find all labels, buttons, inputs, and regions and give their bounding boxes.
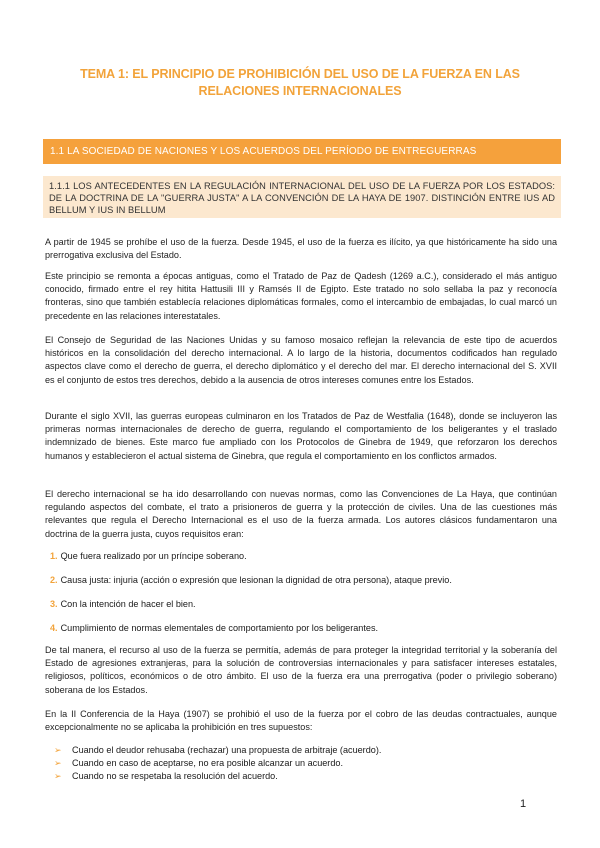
list-item xyxy=(50,574,452,586)
list-item-text: Cuando el deudor rehusaba (rechazar) una propuesta de arbitraje (acuerdo). xyxy=(72,745,382,755)
paragraph-3: El Consejo de Seguridad de las Naciones Unidas y su famoso mosaico reflejan la relevancia de este tipo de acuerdos históricos en la consolidación del derecho internacional. A lo largo de la historia, documentos codificados han regulado aspectos clave como el derecho de guerra, el derecho diplomático y el derecho del mar. El derecho internacional del S. XVII es el conjunto de estos tres derechos, debido a la ausencia de otros intereses comunes entre los Estados. xyxy=(45,335,557,385)
list-item-text: Cuando no se respetaba la resolución del acuerdo. xyxy=(72,771,278,781)
list-item xyxy=(54,744,381,756)
list-item-number: 2. xyxy=(50,575,58,585)
list-item-number: 4. xyxy=(50,623,58,633)
list-item-text: Con la intención de hacer el bien. xyxy=(60,599,196,609)
page-number: 1 xyxy=(520,798,527,810)
list-item-text: Causa justa: injuria (acción o expresión que lesionan la dignidad de otra persona), ataque previo. xyxy=(60,575,452,585)
arrow-bullet-icon: ➢ xyxy=(54,745,62,755)
arrow-bullet-icon: ➢ xyxy=(54,758,62,768)
paragraph-2: Este principio se remonta a épocas antiguas, como el Tratado de Paz de Qadesh (1269 a.C.), considerado el más antiguo conocido, firmado entre el rey hitita Hattusili III y Ramsés II de Egipto. Este tratado no solo sellaba la paz y reconocía fronteras, sino que también establecía relaciones diplomáticas formales, como el intercambio de embajadas, lo cual marcó un precedente en las relaciones interestatales. xyxy=(45,271,557,321)
paragraph-6: De tal manera, el recurso al uso de la fuerza se permitía, además de para proteger la integridad territorial y la soberanía del Estado de agresiones extranjeras, para la solución de controversias internacionales y para satisfacer intereses estatales, religiosos, políticos, económicos o de otro ámbito. El uso de la fuerza era una prerrogativa (poder o privilegio soberano) soberana de los Estados. xyxy=(45,645,557,695)
subsection-heading: 1.1.1 LOS ANTECEDENTES EN LA REGULACIÓN INTERNACIONAL DEL USO DE LA FUERZA POR LOS ESTADOS: DE LA DOCTRINA DE LA "GUERRA JUSTA" A LA CONVENCIÓN DE LA HAYA DE 1907. DISTINCIÓN ENTRE IUS AD BELLUM Y IUS IN BELLUM xyxy=(43,176,561,218)
list-item xyxy=(50,550,247,562)
paragraph-5: El derecho internacional se ha ido desarrollando con nuevas normas, como las Convenciones de La Haya, que continúan regulando aspectos del combate, el trato a prisioneros de guerra y la protección de civiles. Una de las cuestiones más relevantes que regula el Derecho Internacional es el uso de la fuerza armada. Los autores clásicos fundamentaron una doctrina de la guerra justa, cuyos requisitos eran: xyxy=(45,489,557,539)
paragraph-7: En la II Conferencia de la Haya (1907) se prohibió el uso de la fuerza por el cobro de las deudas contractuales, aunque excepcionalmente no se aplicaba la prohibición en tres supuestos: xyxy=(45,709,557,733)
document-title: TEMA 1: EL PRINCIPIO DE PROHIBICIÓN DEL USO DE LA FUERZA EN LAS RELACIONES INTERNACIONALES xyxy=(80,67,520,98)
list-item xyxy=(54,757,343,769)
paragraph-4: Durante el siglo XVII, las guerras europeas culminaron en los Tratados de Paz de Westfalia (1648), donde se incluyeron las primeras normas internacionales de derecho de guerra, regulando el comportamiento de los beligerantes y el traslado indemnizado de bienes. Este marco fue ampliado con los Protocolos de Ginebra de 1949, que reforzaron los derechos humanos y establecieron el actual sistema de Ginebra, que regula el comportamiento en los conflictos armados. xyxy=(45,411,557,461)
list-item-number: 1. xyxy=(50,551,58,561)
list-item-text: Cumplimiento de normas elementales de comportamiento por los beligerantes. xyxy=(60,623,379,633)
list-item-text: Cuando en caso de aceptarse, no era posible alcanzar un acuerdo. xyxy=(72,758,343,768)
paragraph-1: A partir de 1945 se prohíbe el uso de la fuerza. Desde 1945, el uso de la fuerza es ilícito, ya que históricamente ha sido una prerrogativa exclusiva del Estado. xyxy=(45,237,557,261)
list-item xyxy=(50,598,196,610)
arrow-bullet-icon: ➢ xyxy=(54,771,62,781)
list-item-number: 3. xyxy=(50,599,58,609)
section-heading: 1.1 LA SOCIEDAD DE NACIONES Y LOS ACUERDOS DEL PERÍODO DE ENTREGUERRAS xyxy=(43,139,561,164)
list-item-text: Que fuera realizado por un príncipe soberano. xyxy=(60,551,247,561)
list-item xyxy=(50,622,378,634)
list-item xyxy=(54,770,278,782)
